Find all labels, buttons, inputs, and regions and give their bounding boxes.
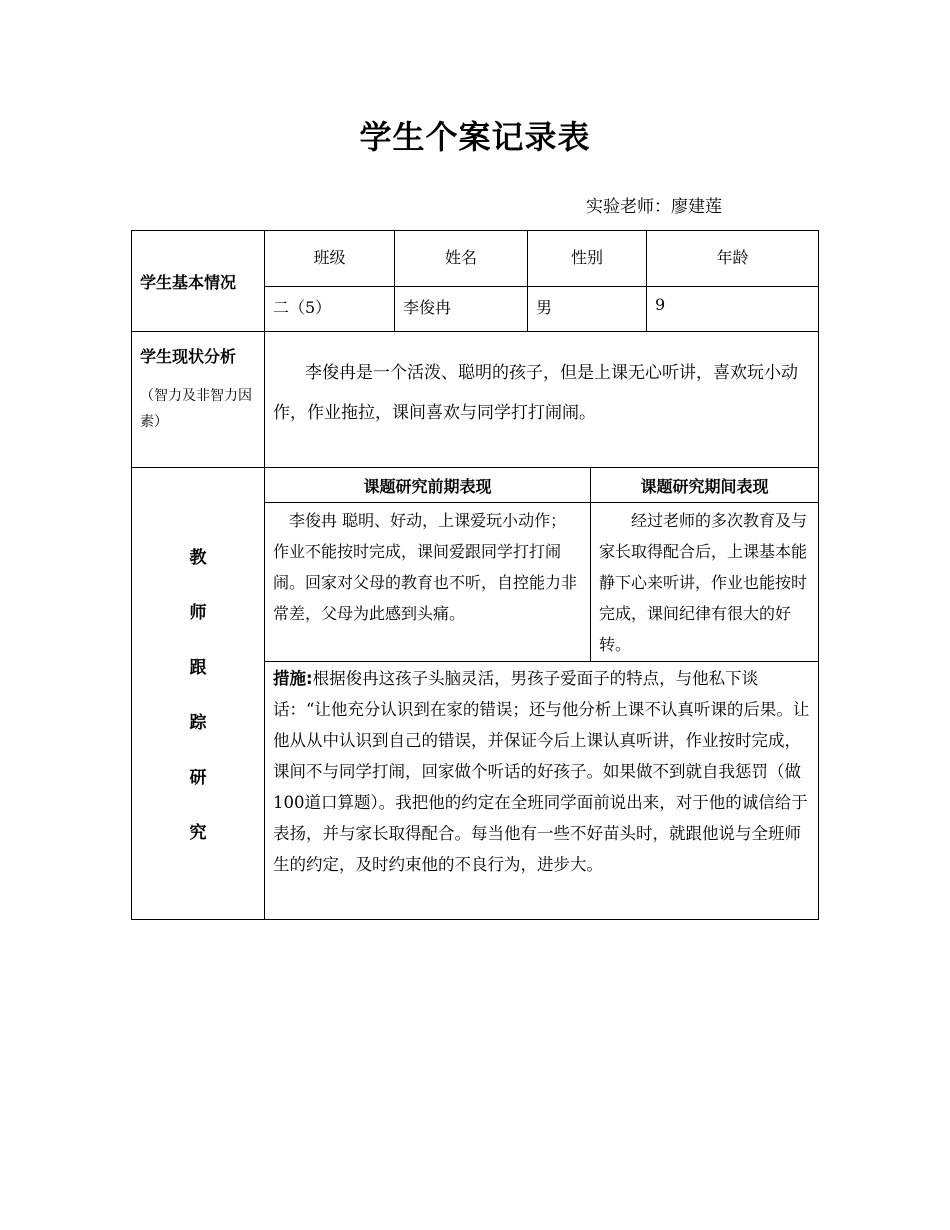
- value-name: 李俊冉: [394, 286, 528, 332]
- before-text-cell: [264, 502, 591, 662]
- header-gender: 性别: [527, 230, 647, 287]
- value-age: 9: [646, 286, 819, 332]
- status-text-cell: [264, 331, 819, 468]
- status-sublabel: （智力及非智力因素）: [140, 388, 252, 430]
- tracking-char-3: 跟: [189, 658, 207, 678]
- value-class: 二（5）: [264, 286, 395, 332]
- page-title: 学生个案记录表: [359, 118, 591, 156]
- during-text: 经过老师的多次教育及与家长取得配合后，上课基本能静下心来听讲，作业也能按时完成，课间纪律有很大的好转。: [599, 511, 808, 654]
- tracking-char-2: 师: [189, 603, 207, 623]
- measures-cell: [264, 661, 819, 920]
- tracking-label: [131, 467, 265, 920]
- during-text-cell: [590, 502, 819, 662]
- value-gender: 男: [527, 286, 647, 332]
- status-label-text: 学生现状分析: [140, 347, 237, 366]
- teacher-line: 实验老师：廖建莲: [586, 197, 722, 217]
- measures-text: 根据俊冉这孩子头脑灵活，男孩子爱面子的特点，与他私下谈话：“让他充分认识到在家的错误；还与他分析上课不认真听课的后果。让他从从中认识到自己的错误，并保证今后上课认真听讲，作业按时完成，课间不与同学打闹，回家做个听话的好孩子。如果做不到就自我惩罚（做100道口算题）。我把他的约定在全班同学面前说出来，对于他的诚信给于表扬，并与家长取得配合。每当他有一些不好苗头时，就跟他说与全班师生的约定，及时约束他的不良行为，进步大。: [273, 669, 810, 874]
- header-age: 年龄: [646, 230, 819, 287]
- before-text: 李俊冉 聪明、好动，上课爱玩小动作；作业不能按时完成，课间爱跟同学打打闹闹。回家对父母的教育也不听，自控能力非常差，父母为此感到头痛。: [273, 511, 578, 623]
- during-header: 课题研究期间表现: [590, 467, 819, 503]
- status-text: 李俊冉是一个活泼、聪明的孩子，但是上课无心听讲，喜欢玩小动作，作业拖拉，课间喜欢与同学打打闹闹。: [273, 363, 798, 423]
- measures-label: 措施:: [273, 669, 313, 688]
- tracking-char-1: 教: [189, 548, 207, 568]
- tracking-char-5: 研: [189, 768, 207, 788]
- tracking-char-6: 究: [189, 823, 207, 843]
- header-class: 班级: [264, 230, 395, 287]
- basic-label-text: 学生基本情况: [140, 272, 237, 292]
- tracking-char-4: 踪: [189, 713, 207, 733]
- header-name: 姓名: [394, 230, 528, 287]
- status-label: [131, 331, 265, 468]
- basic-label: [131, 230, 265, 332]
- before-header: 课题研究前期表现: [264, 467, 591, 503]
